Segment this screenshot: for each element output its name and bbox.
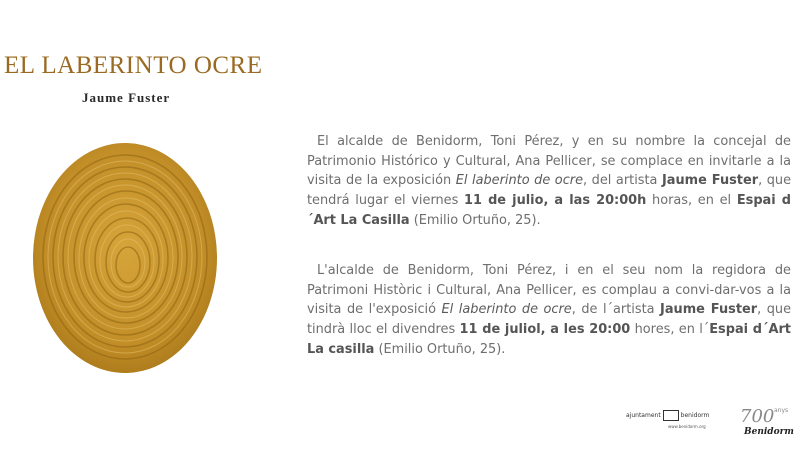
invitation-spanish: El alcalde de Benidorm, Toni Pérez, y en su nombre la concejal de Patrimonio Histórico y Cultural, Ana Pellicer, se complace en invitarle a la visita de la exposición El laberinto de ocre, del artista Jaume Fuster, que tendrá lugar el viernes 11 de julio, a las 20:00h horas, en el Espai d´Art La Casilla (Emilio Ortuño, 25). (307, 134, 792, 228)
invitation-valencian: L'alcalde de Benidorm, Toni Pérez, i en el seu nom la regidora de Patrimoni Històric i Cultural, Ana Pellicer, es complau a convi-dar-vos a la visita de l'exposició El laberinto de ocre, de l´artista Jaume Fuster, que tindrà lloc el divendres 11 de juliol, a les 20:00 hores, en l´Espai d´Art La casilla (Emilio Ortuño, 25). (307, 263, 791, 357)
ajuntament-logo: ajuntament benidorm (626, 412, 710, 419)
fingerprint-image (30, 140, 220, 375)
footer-logos (626, 402, 796, 442)
anniversary-logo (736, 402, 796, 442)
website-label: www.benidorm.org (668, 424, 706, 429)
svg-text:anys: anys (774, 407, 789, 414)
svg-text:700: 700 (740, 406, 775, 427)
artist-name: Jaume Fuster (82, 90, 171, 105)
exhibition-title: EL LABERINTO OCRE (4, 52, 263, 79)
town-hall-icon (663, 410, 679, 421)
svg-text:Benidorm: Benidorm (744, 427, 794, 437)
